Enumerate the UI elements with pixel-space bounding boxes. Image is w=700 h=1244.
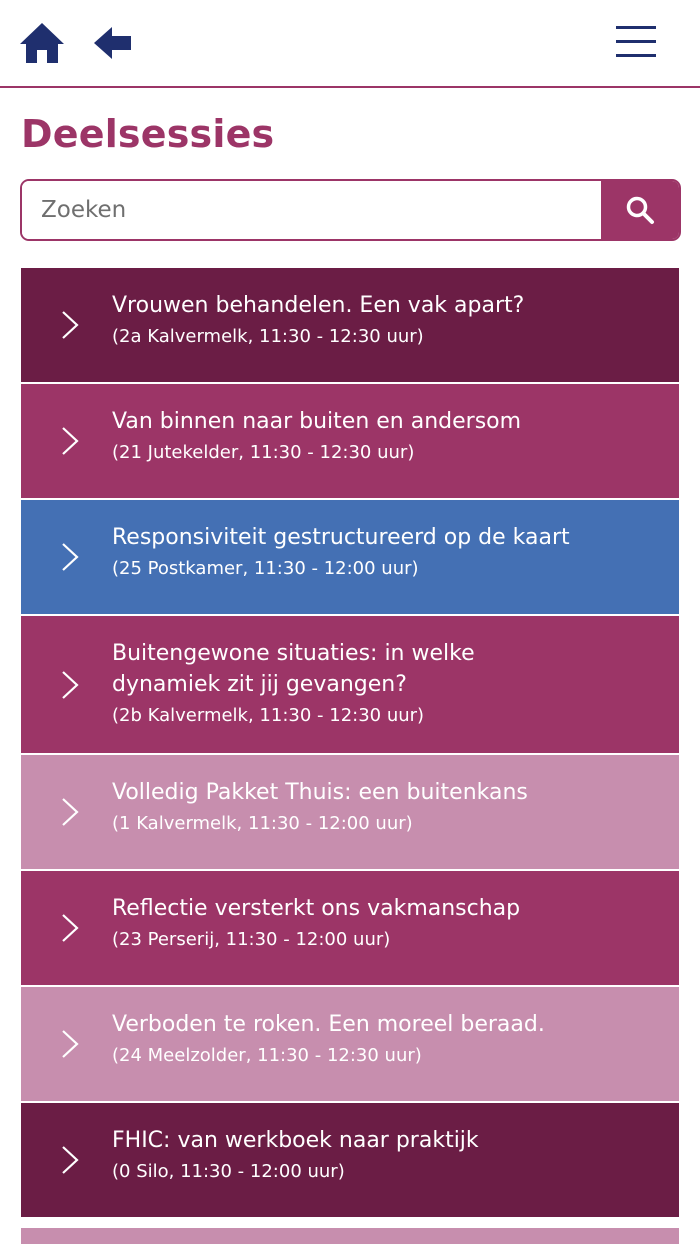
session-item-partial[interactable] (21, 1228, 679, 1244)
chevron-right-icon (60, 542, 80, 572)
session-item[interactable] (21, 500, 679, 614)
session-title: Volledig Pakket Thuis: een buitenkans (112, 780, 528, 805)
chevron-right-icon (60, 797, 80, 827)
session-title: Buitengewone situaties: in welke dynamiek zit jij gevangen? (112, 641, 475, 697)
session-title: Van binnen naar buiten en andersom (112, 409, 522, 434)
session-location-time: (1 Kalvermelk, 11:30 - 12:00 uur) (112, 813, 413, 834)
chevron-right-icon (60, 310, 80, 340)
session-location-time: (2b Kalvermelk, 11:30 - 12:30 uur) (112, 705, 425, 726)
session-title: Verboden te roken. Een moreel beraad. (112, 1012, 545, 1037)
session-item[interactable] (21, 384, 679, 498)
chevron-right-icon (60, 1029, 80, 1059)
page-title: Deelsessies (21, 112, 275, 156)
session-location-time: (24 Meelzolder, 11:30 - 12:30 uur) (112, 1045, 422, 1066)
home-icon[interactable] (18, 20, 66, 66)
chevron-right-icon (60, 913, 80, 943)
session-title: FHIC: van werkboek naar praktijk (112, 1128, 479, 1153)
session-location-time: (23 Perserij, 11:30 - 12:00 uur) (112, 929, 391, 950)
session-title: Vrouwen behandelen. Een vak apart? (112, 293, 525, 318)
chevron-right-icon (60, 670, 80, 700)
arrow-left-icon[interactable] (92, 24, 134, 62)
session-title: Reflectie versterkt ons vakmanschap (112, 896, 521, 921)
session-location-time: (25 Postkamer, 11:30 - 12:00 uur) (112, 558, 419, 579)
session-location-time: (2a Kalvermelk, 11:30 - 12:30 uur) (112, 326, 424, 347)
session-item[interactable] (21, 268, 679, 382)
top-navigation-bar (0, 0, 700, 88)
session-location-time: (21 Jutekelder, 11:30 - 12:30 uur) (112, 442, 415, 463)
session-title: Responsiviteit gestructureerd op de kaart (112, 525, 570, 550)
search-input[interactable] (22, 181, 601, 239)
session-item[interactable] (21, 987, 679, 1101)
session-item[interactable] (21, 755, 679, 869)
chevron-right-icon (60, 426, 80, 456)
session-list (21, 268, 679, 1219)
chevron-right-icon (60, 1145, 80, 1175)
search-bar (20, 179, 681, 241)
session-item[interactable] (21, 1103, 679, 1217)
hamburger-menu-icon[interactable] (612, 22, 660, 62)
search-icon (625, 195, 655, 225)
search-button[interactable] (601, 181, 679, 239)
session-location-time: (0 Silo, 11:30 - 12:00 uur) (112, 1161, 345, 1182)
session-item[interactable] (21, 871, 679, 985)
session-item[interactable] (21, 616, 679, 753)
